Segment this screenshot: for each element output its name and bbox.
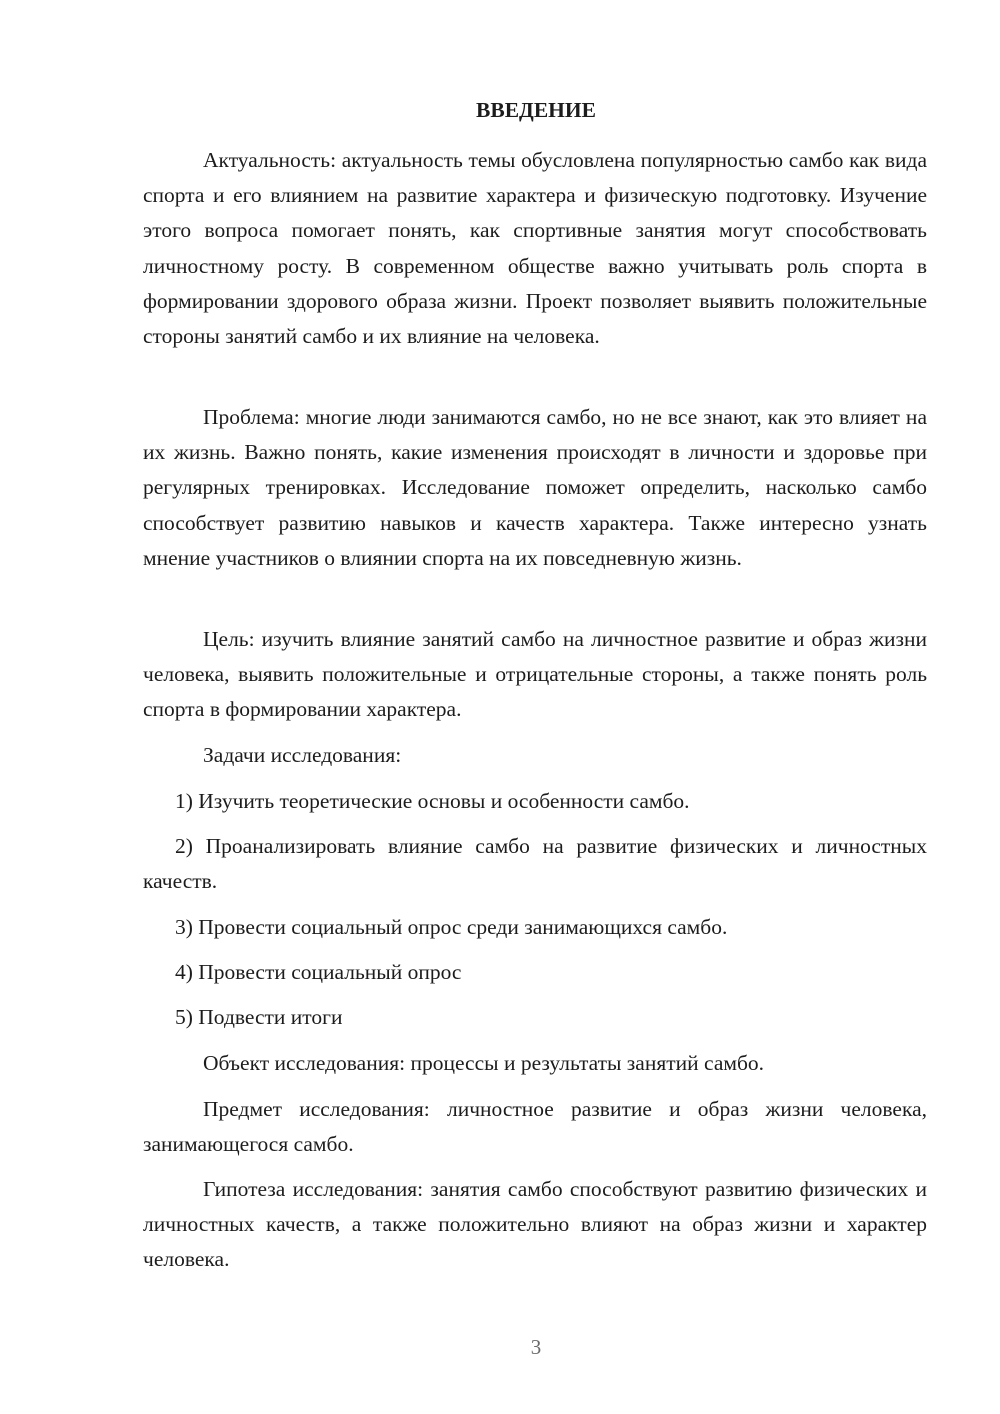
paragraph-hypothesis: Гипотеза исследования: занятия самбо способствуют развитию физических и личностных качеств, а также положительно влияют на образ жизни и характер человека.	[143, 1177, 927, 1272]
task-item: 2) Проанализировать влияние самбо на развитие физических и личностных качеств.	[143, 834, 927, 894]
paragraph-goal: Цель: изучить влияние занятий самбо на личностное развитие и образ жизни человека, выявить положительные и отрицательные стороны, а также понять роль спорта в формировании характера.	[143, 627, 927, 722]
paragraph-problem: Проблема: многие люди занимаются самбо, но не все знают, как это влияет на их жизнь. Важно понять, какие изменения происходят в личности и здоровье при регулярных тренировках. Исследование поможет определить, насколько самбо способствует развитию навыков и качеств характера. Также интересно узнать мнение участников о влиянии спорта на их повседневную жизнь.	[143, 405, 927, 570]
page-number: 3	[530, 1335, 542, 1359]
task-item: 1) Изучить теоретические основы и особенности самбо.	[175, 789, 690, 813]
task-item: 3) Провести социальный опрос среди занимающихся самбо.	[175, 915, 728, 939]
task-item: 4) Провести социальный опрос	[175, 960, 462, 984]
paragraph-relevance: Актуальность: актуальность темы обусловлена популярностью самбо как вида спорта и его влиянием на развитие характера и физическую подготовку. Изучение этого вопроса помогает понять, как спортивные занятия могут способствовать личностному росту. В современном обществе важно учитывать роль спорта в формировании здорового образа жизни. Проект позволяет выявить положительные стороны занятий самбо и их влияние на человека.	[143, 148, 927, 349]
task-item: 5) Подвести итоги	[175, 1005, 343, 1029]
paragraph-subject: Предмет исследования: личностное развитие и образ жизни человека, занимающегося самбо.	[143, 1097, 927, 1157]
section-title: ВВЕДЕНИЕ	[476, 98, 596, 122]
tasks-heading: Задачи исследования:	[203, 743, 402, 767]
paragraph-object: Объект исследования: процессы и результаты занятий самбо.	[203, 1051, 765, 1075]
